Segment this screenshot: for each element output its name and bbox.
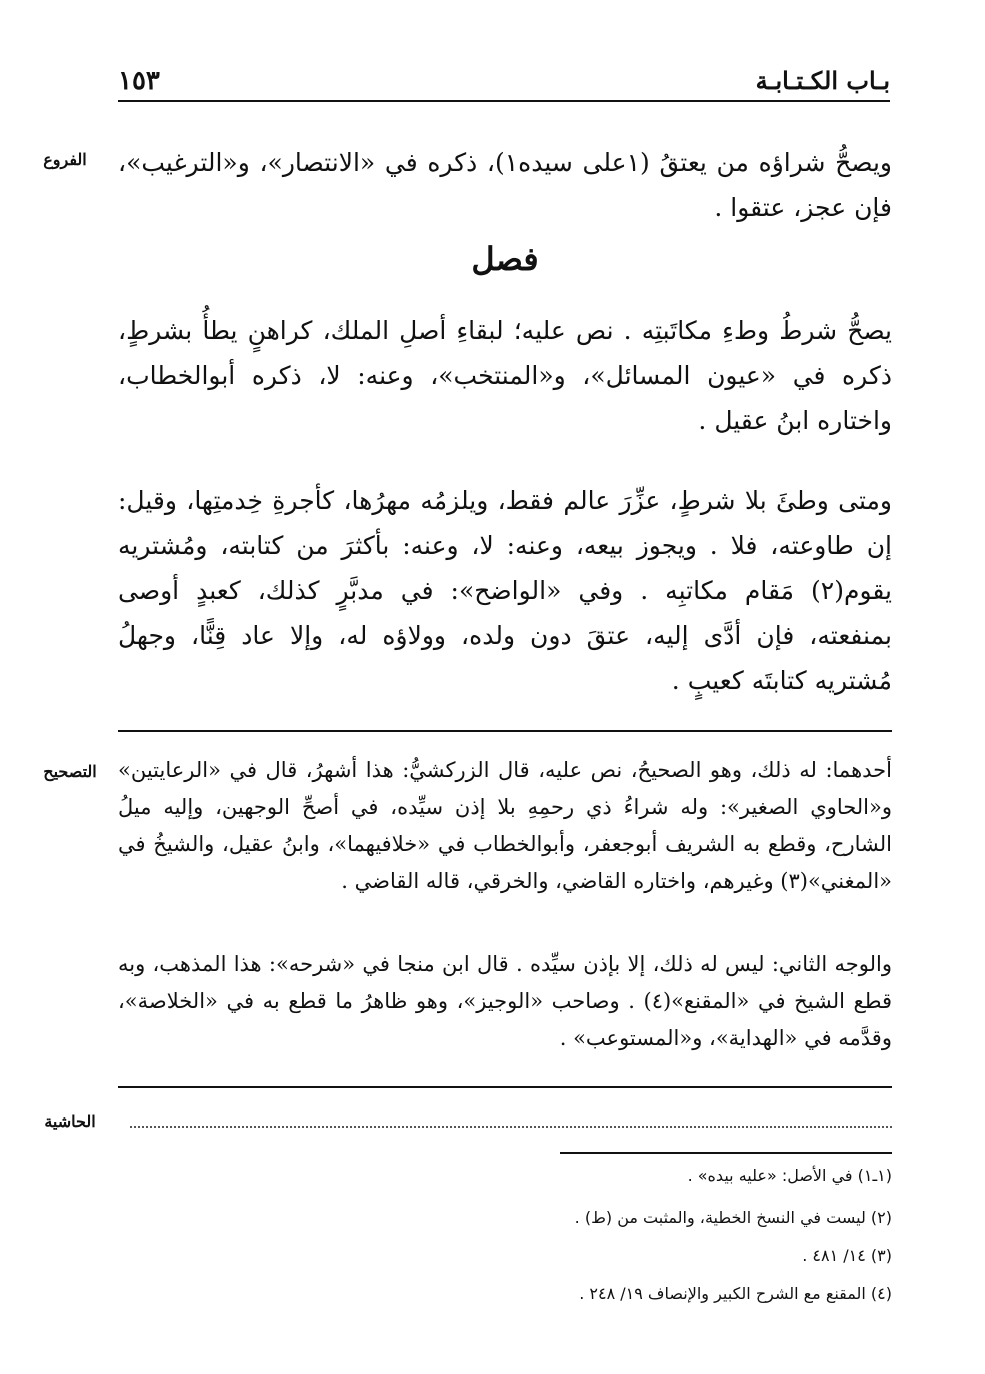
margin-label-furu: الفروع (43, 150, 87, 169)
margin-label-tashih: التصحيح (43, 762, 97, 781)
main-paragraph-2 (118, 308, 892, 443)
footnote-3: (٣) ١٤/ ٤٨١ . (802, 1246, 892, 1265)
main-paragraph-2-text: يصحُّ شرطُ وطءِ مكاتَبتِه . نص عليه؛ لبقاءِ أصلِ الملك، كراهنٍ يطأُ بشرطٍ، ذكره في «عيون المسائل»، و«المنتخب»، وعنه: لا، ذكره أبوالخطاب، واختاره ابنُ عقيل . (118, 316, 892, 435)
footnote-divider (560, 1152, 892, 1154)
main-paragraph-3 (118, 478, 892, 703)
header-divider (118, 100, 890, 102)
page-number: ١٥٣ (118, 66, 160, 96)
running-title: بـاب الكـتـابـة (755, 66, 890, 95)
main-paragraph-3-text: ومتى وطئَ بلا شرطٍ، عزِّرَ عالم فقط، ويلزمُه مهرُها، كأجرةِ خِدمتِها، وقيل: إن طاوعته، فلا . ويجوز بيعه، وعنه: لا، وعنه: بأكثرَ من كتابته، ومُشتريه يقوم(٢) مَقام مكاتبِه . وفي «الواضح»: في مدبَّرٍ كذلك، كعبدٍ أوصى بمنفعته، فإن أدَّى إليه، عتقَ دون ولده، وولاؤه له، وإلا عاد قِنًّا، وجهلُ مُشتريه كتابتَه كعيبٍ . (118, 486, 892, 695)
tashih-paragraph-2 (118, 946, 892, 1057)
main-paragraph-1-text: ويصحُّ شراؤه من يعتقُ (١على سيده١)، ذكره في «الانتصار»، و«الترغيب»، فإن عجز، عتقوا . (118, 148, 892, 222)
main-paragraph-1 (118, 140, 892, 230)
hashiya-dotted-line (130, 1126, 892, 1128)
footnote-1: (١ـ١) في الأصل: «عليه بيده» . (687, 1166, 892, 1185)
page-header (118, 62, 890, 102)
margin-label-hashiya: الحاشية (44, 1112, 96, 1131)
tashih-paragraph-2-text: والوجه الثاني: ليس له ذلك، إلا بإذن سيِّده . قال ابن منجا في «شرحه»: هذا المذهب، وبه قطع الشيخ في «المقنع»(٤) . وصاحب «الوجيز»، وهو ظاهرُ ما قطع به في «الخلاصة»، وقدَّمه في «الهداية»، و«المستوعب» . (118, 952, 892, 1050)
tashih-paragraph-1 (118, 752, 892, 900)
footnote-2: (٢) ليست في النسخ الخطية، والمثبت من (ط) . (574, 1208, 892, 1227)
tashih-divider (118, 1086, 892, 1088)
section-title: فصل (471, 240, 539, 278)
footnote-4: (٤) المقنع مع الشرح الكبير والإنصاف ١٩/ ٢٤٨ . (579, 1284, 892, 1303)
section-divider (118, 730, 892, 732)
tashih-paragraph-1-text: أحدهما: له ذلك، وهو الصحيحُ، نص عليه، قال الزركشيُّ: هذا أشهرُ، قال في «الرعايتين» و«الحاوي الصغير»: وله شراءُ ذي رحمِهِ بلا إذن سيِّده، في أصحِّ الوجهين، وإليه ميلُ الشارح، وقطع به الشريف أبوجعفر، وأبوالخطاب في «خلافيهما»، وابنُ عقيل، والشيخُ في «المغني»(٣) وغيرهم، واختاره القاضي، والخرقي، قاله القاضي . (118, 758, 892, 893)
